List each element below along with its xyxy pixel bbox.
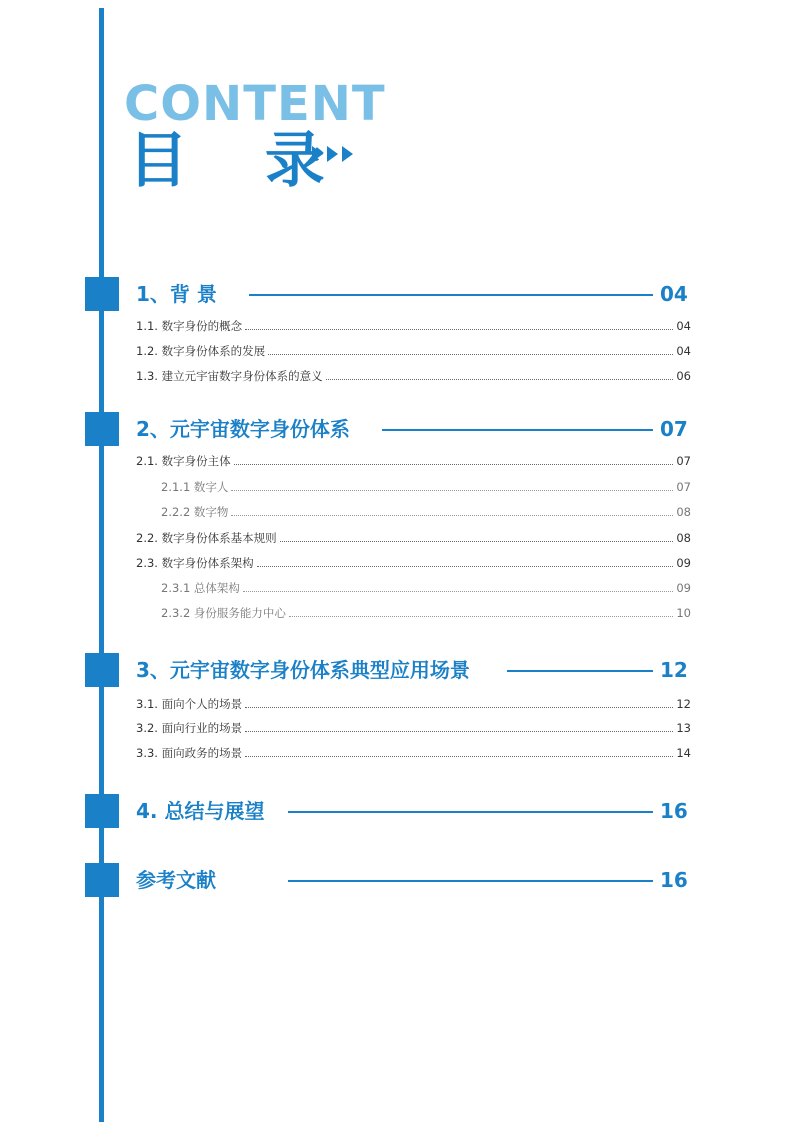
- toc-entry-label: 2.3. 数字身份体系架构: [136, 556, 254, 570]
- leader-dots: [280, 541, 674, 542]
- toc-entry[interactable]: [136, 528, 691, 546]
- section-marker: [85, 794, 119, 828]
- leader-dots: [326, 379, 674, 380]
- toc-entry-label: 1.1. 数字身份的概念: [136, 319, 243, 333]
- timeline-bar: [99, 8, 104, 1122]
- section-marker: [85, 653, 119, 687]
- section-title-applications[interactable]: 3、元宇宙数字身份体系典型应用场景: [136, 658, 470, 682]
- section-marker: [85, 277, 119, 311]
- toc-subentry[interactable]: [161, 502, 691, 520]
- toc-entry-page: 14: [676, 746, 691, 760]
- section-rule: [382, 429, 653, 431]
- section-title-background[interactable]: 1、背 景: [136, 282, 217, 306]
- toc-entry-label: 2.1. 数字身份主体: [136, 454, 231, 468]
- leader-dots: [289, 616, 673, 617]
- section-page: 07: [660, 417, 688, 441]
- toc-entry[interactable]: [136, 451, 691, 469]
- leader-dots: [268, 354, 673, 355]
- leader-dots: [234, 464, 674, 465]
- toc-entry-label: 2.3.1 总体架构: [161, 581, 240, 595]
- toc-entry-page: 07: [676, 480, 691, 494]
- leader-dots: [245, 756, 673, 757]
- toc-entry-label: 3.3. 面向政务的场景: [136, 746, 243, 760]
- leader-dots: [231, 515, 673, 516]
- toc-entry-label: 2.1.1 数字人: [161, 480, 229, 494]
- leader-dots: [243, 591, 673, 592]
- toc-entry[interactable]: [136, 553, 691, 571]
- toc-subentry[interactable]: [161, 603, 691, 621]
- section-rule: [507, 670, 653, 672]
- toc-entry[interactable]: [136, 718, 691, 736]
- toc-subentry[interactable]: [161, 578, 691, 596]
- section-title-identity-system[interactable]: 2、元宇宙数字身份体系: [136, 417, 350, 441]
- toc-entry-page: 09: [676, 581, 691, 595]
- toc-entry-page: 08: [676, 505, 691, 519]
- toc-entry-label: 3.1. 面向个人的场景: [136, 697, 243, 711]
- section-title-references[interactable]: 参考文献: [136, 868, 216, 892]
- leader-dots: [245, 707, 673, 708]
- toc-entry[interactable]: [136, 316, 691, 334]
- toc-entry-page: 04: [676, 344, 691, 358]
- toc-entry-page: 09: [676, 556, 691, 570]
- toc-entry-label: 2.2. 数字身份体系基本规则: [136, 531, 277, 545]
- toc-entry[interactable]: [136, 341, 691, 359]
- toc-entry-page: 07: [676, 454, 691, 468]
- section-rule: [288, 880, 653, 882]
- section-page: 16: [660, 799, 688, 823]
- toc-entry-label: 1.2. 数字身份体系的发展: [136, 344, 266, 358]
- section-title-summary[interactable]: 4. 总结与展望: [136, 799, 265, 823]
- toc-entry-page: 10: [676, 606, 691, 620]
- page-title: 目 录: [128, 126, 353, 196]
- section-page: 16: [660, 868, 688, 892]
- toc-entry-label: 1.3. 建立元宇宙数字身份体系的意义: [136, 369, 323, 383]
- toc-entry[interactable]: [136, 743, 691, 761]
- triple-arrow-icon: [312, 146, 362, 166]
- leader-dots: [257, 566, 674, 567]
- toc-entry[interactable]: [136, 366, 691, 384]
- toc-entry-label: 2.3.2 身份服务能力中心: [161, 606, 286, 620]
- toc-entry-label: 2.2.2 数字物: [161, 505, 229, 519]
- content-heading: CONTENT: [124, 76, 386, 132]
- toc-entry-page: 08: [676, 531, 691, 545]
- toc-entry-page: 06: [676, 369, 691, 383]
- toc-entry-page: 04: [676, 319, 691, 333]
- leader-dots: [245, 329, 673, 330]
- toc-entry-page: 12: [676, 697, 691, 711]
- toc-entry[interactable]: [136, 694, 691, 712]
- toc-entry-page: 13: [676, 721, 691, 735]
- leader-dots: [245, 731, 673, 732]
- toc-entry-label: 3.2. 面向行业的场景: [136, 721, 243, 735]
- section-page: 12: [660, 658, 688, 682]
- section-marker: [85, 412, 119, 446]
- leader-dots: [231, 490, 673, 491]
- section-rule: [288, 811, 653, 813]
- section-rule: [249, 294, 653, 296]
- toc-subentry[interactable]: [161, 477, 691, 495]
- section-page: 04: [660, 282, 688, 306]
- section-marker: [85, 863, 119, 897]
